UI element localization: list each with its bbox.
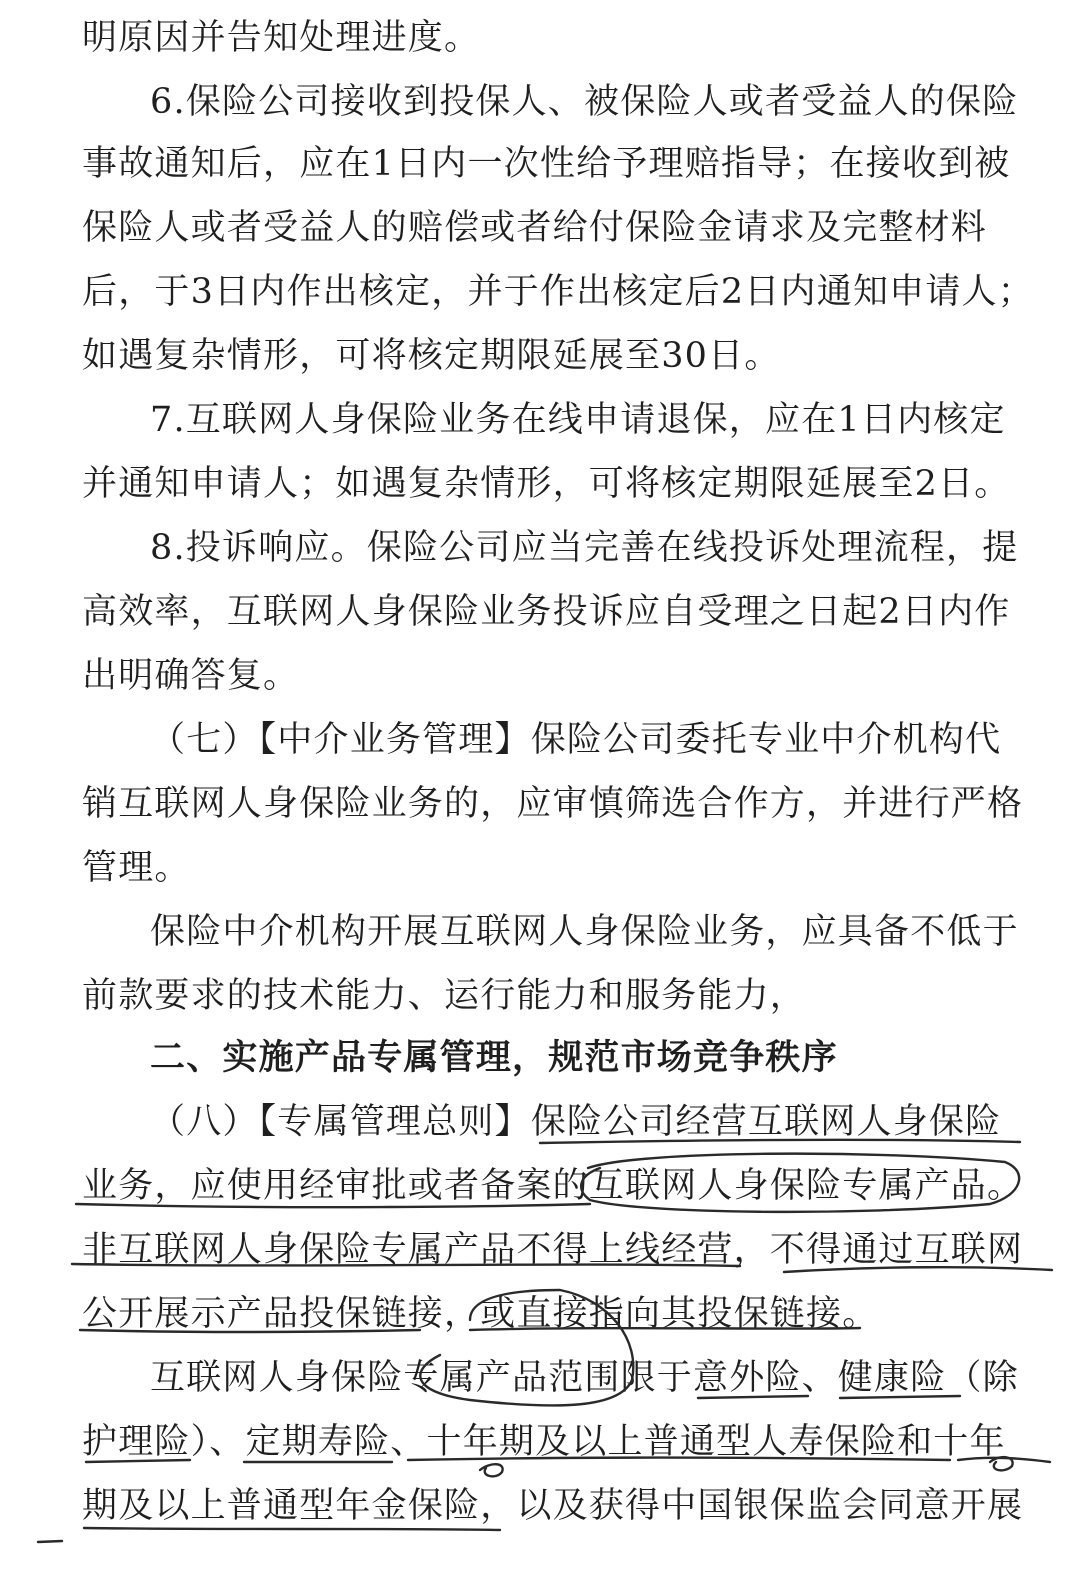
text-line: （八）【专属管理总则】保险公司经营互联网人身保险	[150, 1102, 1002, 1142]
text-line: 保险人或者受益人的赔偿或者给付保险金请求及完整材料	[82, 208, 988, 248]
text-line: 护理险）、定期寿险、十年期及以上普通型人寿保险和十年	[82, 1422, 1006, 1462]
text-line: 管理。	[82, 848, 191, 888]
text-line: 非互联网人身保险专属产品不得上线经营，不得通过互联网	[82, 1230, 1024, 1270]
text-line: 出明确答复。	[82, 656, 300, 696]
text-line: 如遇复杂情形，可将核定期限延展至30日。	[82, 336, 781, 376]
text-line: 8.投诉响应。保险公司应当完善在线投诉处理流程，提	[150, 528, 1019, 568]
scribble-mark	[480, 1464, 503, 1476]
text-line: 前款要求的技术能力、运行能力和服务能力，	[82, 976, 807, 1016]
scribble-mark	[38, 1541, 62, 1542]
text-line: 销互联网人身保险业务的，应审慎筛选合作方，并进行严格	[82, 784, 1024, 824]
text-line: 业务，应使用经审批或者备案的互联网人身保险专属产品。	[82, 1166, 1024, 1206]
text-line: 后，于3日内作出核定，并于作出核定后2日内通知申请人；	[82, 272, 1034, 312]
text-line: 并通知申请人；如遇复杂情形，可将核定期限延展至2日。	[82, 464, 1011, 504]
text-line: 明原因并告知处理进度。	[82, 18, 481, 58]
text-line: 互联网人身保险专属产品范围限于意外险、健康险（除	[150, 1358, 1019, 1398]
text-line: 公开展示产品投保链接，或直接指向其投保链接。	[82, 1294, 879, 1334]
section-heading: 二、实施产品专属管理，规范市场竞争秩序	[150, 1038, 838, 1078]
text-line: 6.保险公司接收到投保人、被保险人或者受益人的保险	[150, 82, 1019, 122]
text-line: 保险中介机构开展互联网人身保险业务，应具备不低于	[150, 912, 1019, 952]
text-line: （七）【中介业务管理】保险公司委托专业中介机构代	[150, 720, 1002, 760]
text-line: 期及以上普通型年金保险，以及获得中国银保监会同意开展	[82, 1486, 1024, 1526]
text-line: 7.互联网人身保险业务在线申请退保，应在1日内核定	[150, 400, 1006, 440]
text-line: 事故通知后，应在1日内一次性给予理赔指导；在接收到被	[82, 144, 1011, 184]
text-line: 高效率，互联网人身保险业务投诉应自受理之日起2日内作	[82, 592, 1011, 632]
